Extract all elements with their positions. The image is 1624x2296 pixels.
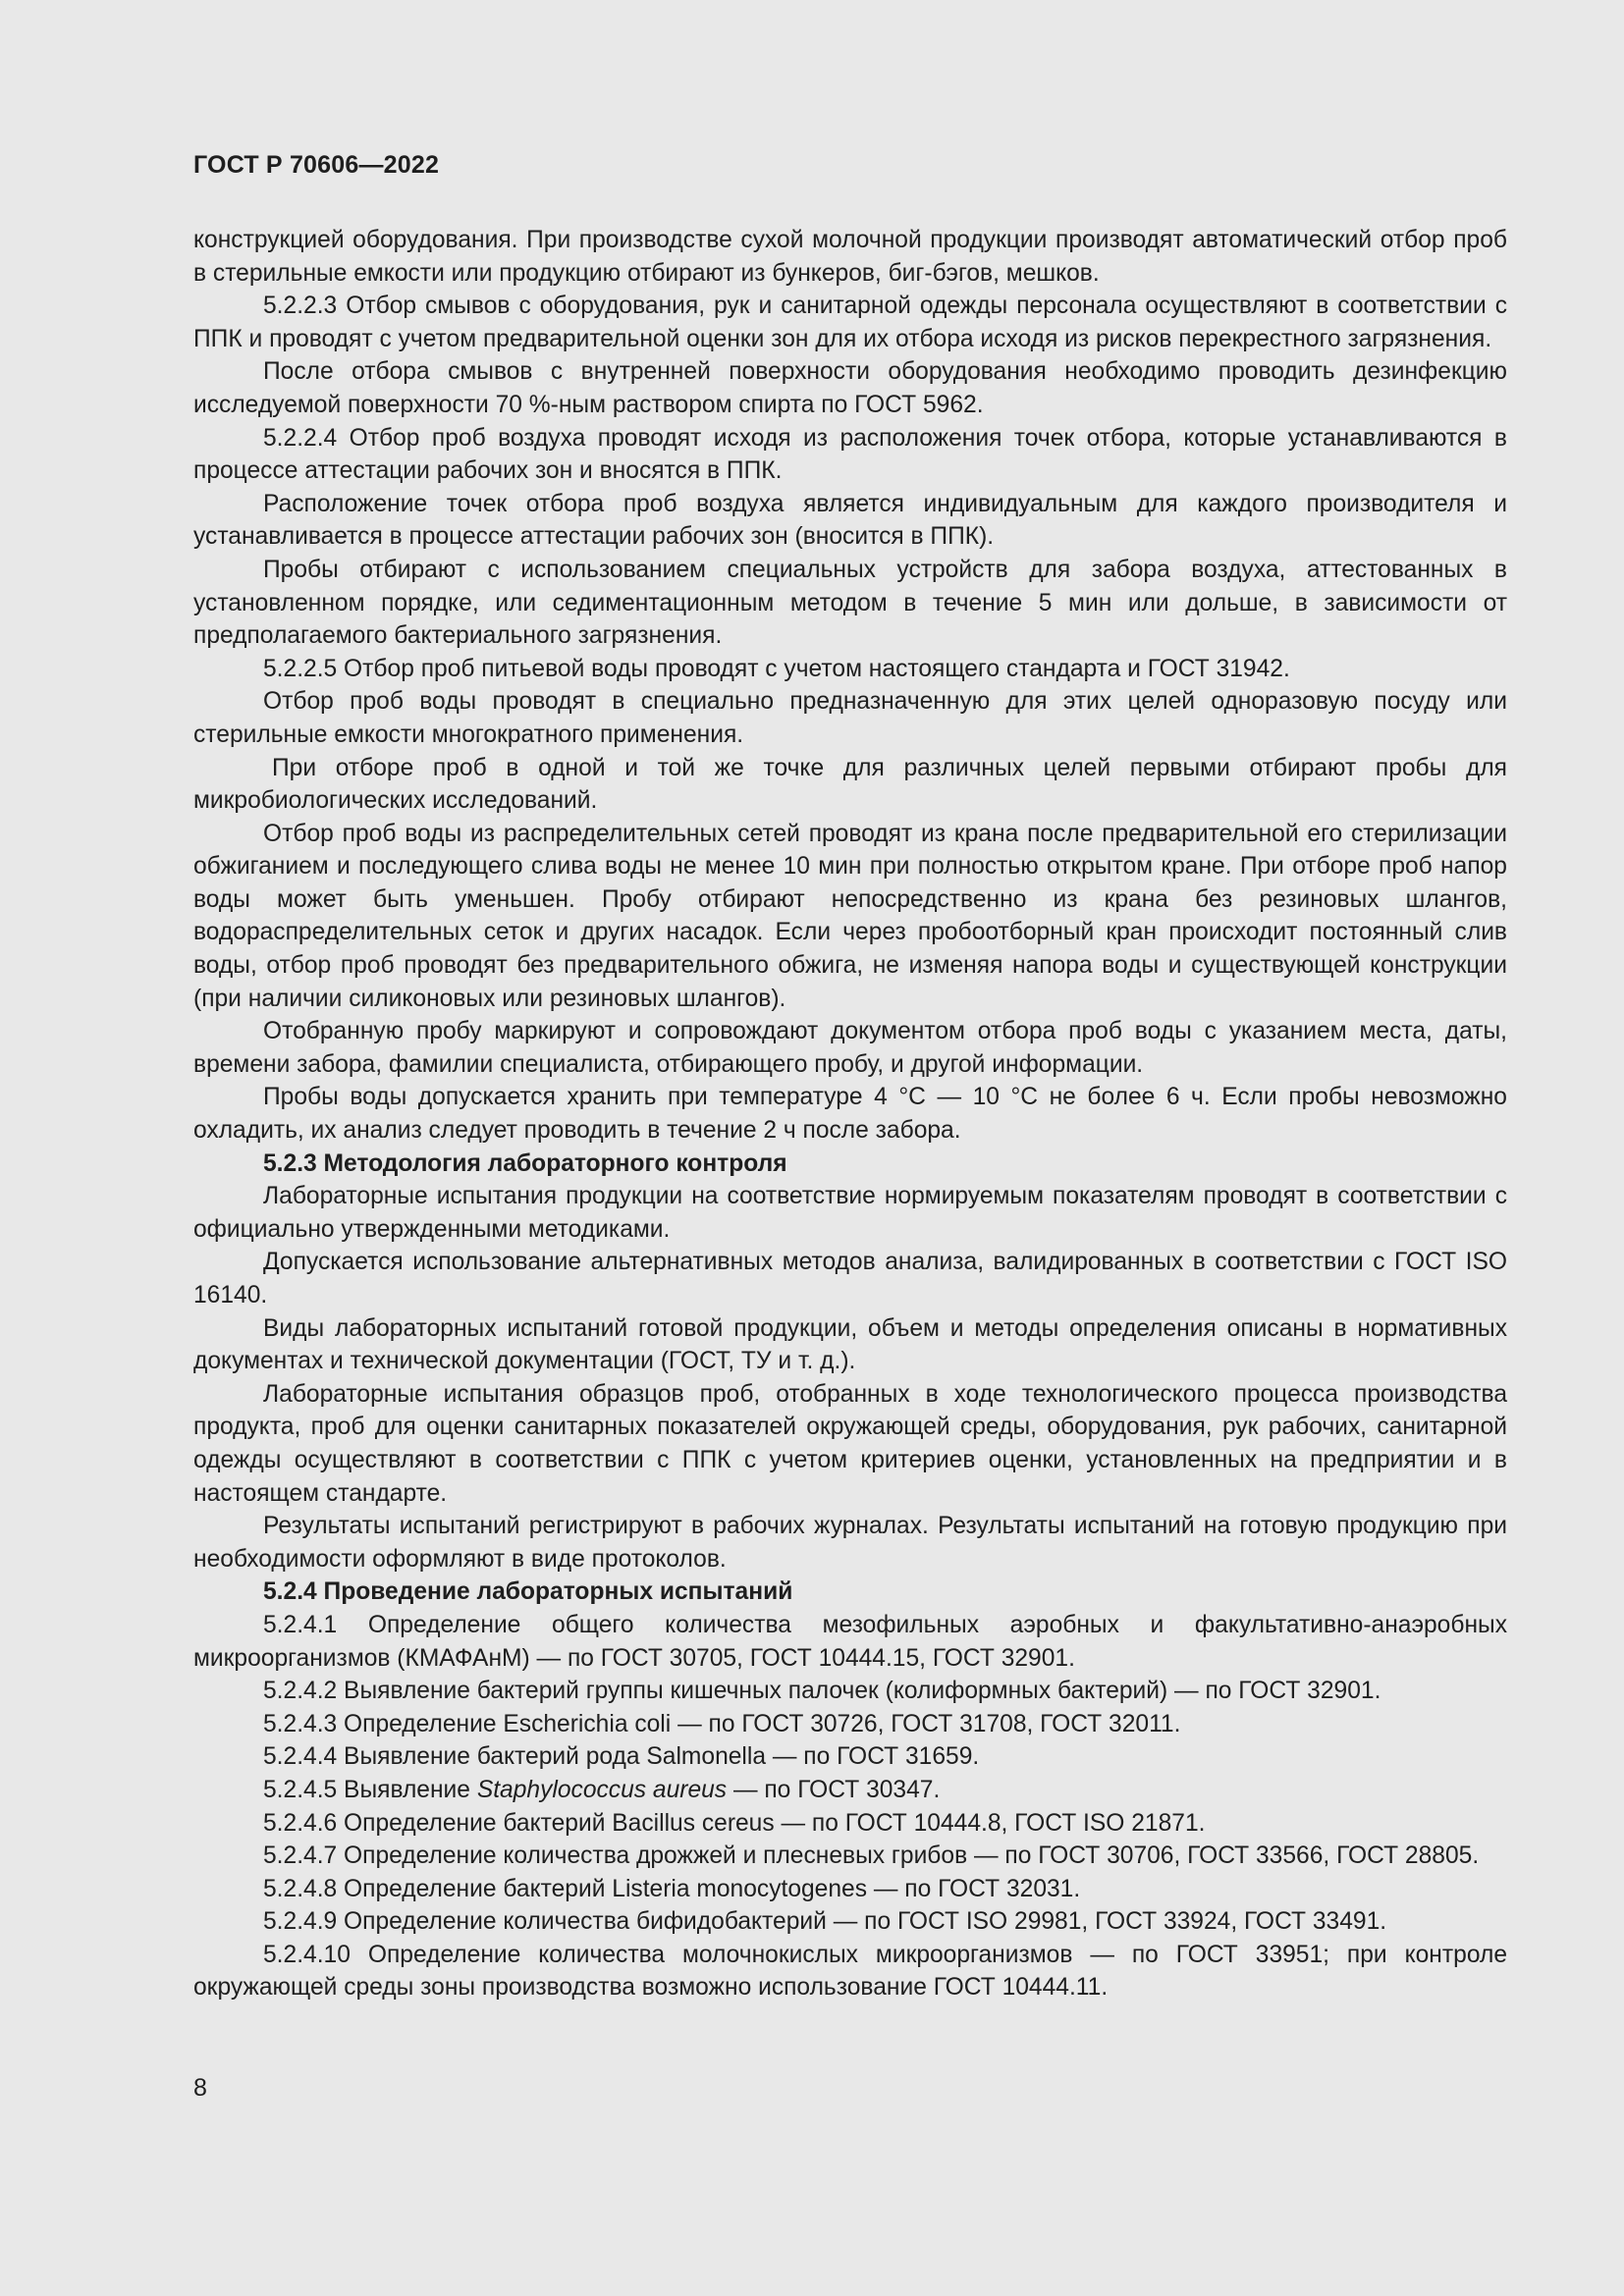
- body-paragraph: Отбор проб воды проводят в специально предназначенную для этих целей одноразовую посуду или стерильные емкости многократного применения.: [193, 688, 1507, 748]
- document-body: [193, 224, 1507, 2004]
- body-paragraph: После отбора смывов с внутренней поверхности оборудования необходимо проводить дезинфекцию исследуемой поверхности 70 %-ным раствором спирта по ГОСТ 5962.: [193, 358, 1507, 418]
- body-paragraph: Допускается использование альтернативных методов анализа, валидированных в соответствии с ГОСТ ISO 16140.: [193, 1249, 1507, 1308]
- body-paragraph: Отбор проб воды из распределительных сетей проводят из крана после предварительной его стерилизации обжиганием и последующего слива воды не менее 10 мин при полностью открытом кране. При отборе проб напор воды может быть уменьшен. Пробу отбирают непосредственно из крана без резиновых шлангов, водораспределительных сеток и других насадок. Если через пробоотборный кран происходит постоянный слив воды, отбор проб проводят без предварительного обжига, не изменяя напора воды и существующей конструкции (при наличии силиконовых или резиновых шлангов).: [193, 820, 1507, 1012]
- body-paragraph: При отборе проб в одной и той же точке для различных целей первыми отбирают пробы для микробиологических исследований.: [193, 754, 1507, 815]
- body-paragraph: 5.2.4.8 Определение бактерий Listeria monocytogenes — по ГОСТ 32031.: [263, 1875, 1081, 1902]
- species-name: Staphylococcus aureus: [476, 1776, 728, 1803]
- body-paragraph: Лабораторные испытания образцов проб, отобранных в ходе технологического процесса производства продукта, проб для оценки санитарных показателей окружающей среды, оборудования, рук рабочих, санитарной одежды осуществляют в соответствии с ППК с учетом критериев оценки, установленных на предприятии и в настоящем стандарте.: [193, 1380, 1507, 1507]
- body-paragraph: Пробы отбирают с использованием специальных устройств для забора воздуха, аттестованных в установленном порядке, или седиментационным методом в течение 5 мин или дольше, в зависимости от предполагаемого бактериального загрязнения.: [193, 556, 1507, 650]
- body-paragraph: 5.2.2.4 Отбор проб воздуха проводят исходя из расположения точек отбора, которые устанавливаются в процессе аттестации рабочих зон и вносятся в ППК.: [193, 424, 1507, 485]
- body-paragraph: 5.2.2.3 Отбор смывов с оборудования, рук и санитарной одежды персонала осуществляют в соответствии с ППК и проводят с учетом предварительной оценки зон для их отбора исходя из рисков перекрестного загрязнения.: [193, 293, 1507, 352]
- body-paragraph: 5.2.4.10 Определение количества молочнокислых микроорганизмов — по ГОСТ 33951; при контроле окружающей среды зоны производства возможно использование ГОСТ 10444.11.: [193, 1941, 1507, 2002]
- body-paragraph: 5.2.4.6 Определение бактерий Bacillus cereus — по ГОСТ 10444.8, ГОСТ ISO 21871.: [263, 1809, 1206, 1837]
- section-heading: 5.2.4 Проведение лабораторных испытаний: [263, 1578, 793, 1606]
- body-paragraph: Результаты испытаний регистрируют в рабочих журналах. Результаты испытаний на готовую продукцию при необходимости оформляют в виде протоколов.: [193, 1513, 1507, 1573]
- body-paragraph: 5.2.4.1 Определение общего количества мезофильных аэробных и факультативно-анаэробных микроорганизмов (КМАФАнМ) — по ГОСТ 30705, ГОСТ 10444.15, ГОСТ 32901.: [193, 1611, 1507, 1672]
- paragraph-text-post: — по ГОСТ 30347.: [727, 1776, 941, 1803]
- body-paragraph: 5.2.4.9 Определение количества бифидобактерий — по ГОСТ ISO 29981, ГОСТ 33924, ГОСТ 33491.: [263, 1908, 1387, 1936]
- paragraph-text-pre: 5.2.4.5 Выявление: [263, 1776, 477, 1803]
- body-paragraph: Пробы воды допускается хранить при температуре 4 °С — 10 °С не более 6 ч. Если пробы невозможно охладить, их анализ следует проводить в течение 2 ч после забора.: [193, 1084, 1507, 1145]
- body-paragraph: Отобранную пробу маркируют и сопровождают документом отбора проб воды с указанием места, даты, времени забора, фамилии специалиста, отбирающего пробу, и другой информации.: [193, 1018, 1507, 1078]
- body-paragraph: Виды лабораторных испытаний готовой продукции, объем и методы определения описаны в нормативных документах и технической документации (ГОСТ, ТУ и т. д.).: [193, 1314, 1507, 1375]
- body-paragraph: 5.2.4.7 Определение количества дрожжей и плесневых грибов — по ГОСТ 30706, ГОСТ 33566, ГОСТ 28805.: [263, 1842, 1480, 1870]
- body-paragraph: Расположение точек отбора проб воздуха является индивидуальным для каждого производителя и устанавливается в процессе аттестации рабочих зон (вносится в ППК).: [193, 490, 1507, 551]
- page-number: 8: [193, 2074, 207, 2102]
- document-header: ГОСТ Р 70606—2022: [193, 151, 440, 179]
- body-paragraph: Лабораторные испытания продукции на соответствие нормируемым показателям проводят в соответствии с официально утвержденными методиками.: [193, 1183, 1507, 1243]
- body-paragraph: 5.2.4.3 Определение Escherichia coli — по ГОСТ 30726, ГОСТ 31708, ГОСТ 32011.: [263, 1710, 1181, 1737]
- body-paragraph: конструкцией оборудования. При производстве сухой молочной продукции производят автоматический отбор проб в стерильные емкости или продукцию отбирают из бункеров, биг-бэгов, мешков.: [193, 227, 1507, 287]
- body-paragraph: 5.2.4.4 Выявление бактерий рода Salmonella — по ГОСТ 31659.: [263, 1743, 980, 1771]
- body-paragraph: [193, 1774, 1507, 1807]
- section-heading: 5.2.3 Методология лабораторного контроля: [263, 1149, 787, 1177]
- body-paragraph: 5.2.2.5 Отбор проб питьевой воды проводят с учетом настоящего стандарта и ГОСТ 31942.: [263, 655, 1290, 682]
- body-paragraph: 5.2.4.2 Выявление бактерий группы кишечных палочек (колиформных бактерий) — по ГОСТ 32901.: [263, 1678, 1381, 1705]
